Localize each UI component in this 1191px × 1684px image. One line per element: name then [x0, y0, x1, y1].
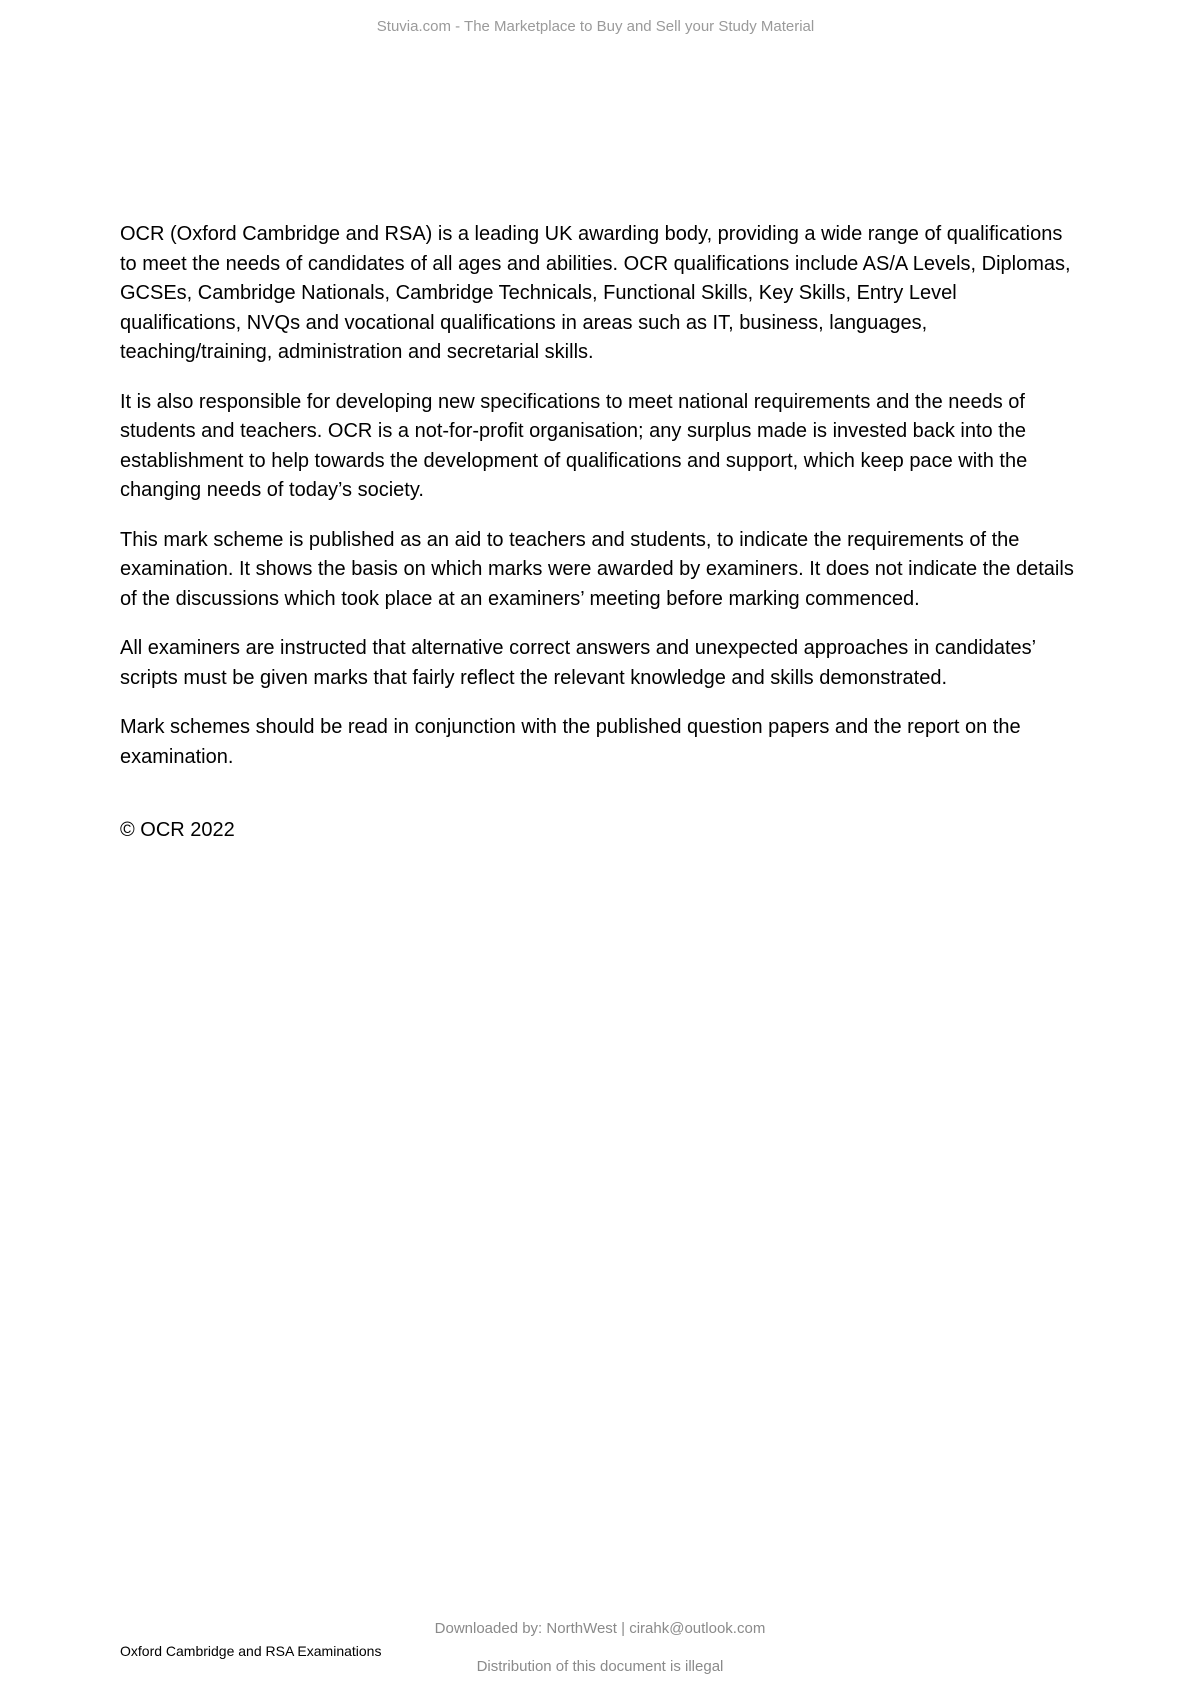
- stuvia-watermark-header: Stuvia.com - The Marketplace to Buy and Sell your Study Material: [376, 18, 815, 35]
- paragraph-specifications: It is also responsible for developing new specifications to meet national requirements and the needs of students and teachers. OCR is a not-for-profit organisation; any surplus made is invested back into the establishment to help towards the development of qualifications and support, which keep pace with the changing needs of today’s society.: [120, 390, 1028, 501]
- download-watermark: Downloaded by: NorthWest | cirahk@outlook.com: [434, 1620, 766, 1637]
- document-body: [120, 220, 1080, 846]
- paragraph-mark-scheme-purpose: This mark scheme is published as an aid to teachers and students, to indicate the requirements of the examination. It shows the basis on which marks were awarded by examiners. It does not indicate the details of the discussions which took place at an examiners’ meeting before marking commenced.: [120, 528, 1074, 610]
- paragraph-read-in-conjunction: Mark schemes should be read in conjunction with the published question papers and the report on the examination.: [120, 716, 1021, 768]
- paragraph-about-ocr: OCR (Oxford Cambridge and RSA) is a leading UK awarding body, providing a wide range of qualifications to meet the needs of candidates of all ages and abilities. OCR qualifications include AS/A Levels, Diplomas, GCSEs, Cambridge Nationals, Cambridge Technicals, Functional Skills, Key Skills, Entry Level qualifications, NVQs and vocational qualifications in areas such as IT, business, languages, teaching/training, administration and secretarial skills.: [120, 223, 1071, 363]
- copyright-notice: © OCR 2022: [120, 819, 235, 841]
- distribution-watermark: Distribution of this document is illegal: [476, 1658, 724, 1675]
- footer-organisation: Oxford Cambridge and RSA Examinations: [120, 1643, 382, 1659]
- paragraph-alternative-answers: All examiners are instructed that alternative correct answers and unexpected approaches in candidates’ scripts must be given marks that fairly reflect the relevant knowledge and skills demonstrated.: [120, 637, 1036, 689]
